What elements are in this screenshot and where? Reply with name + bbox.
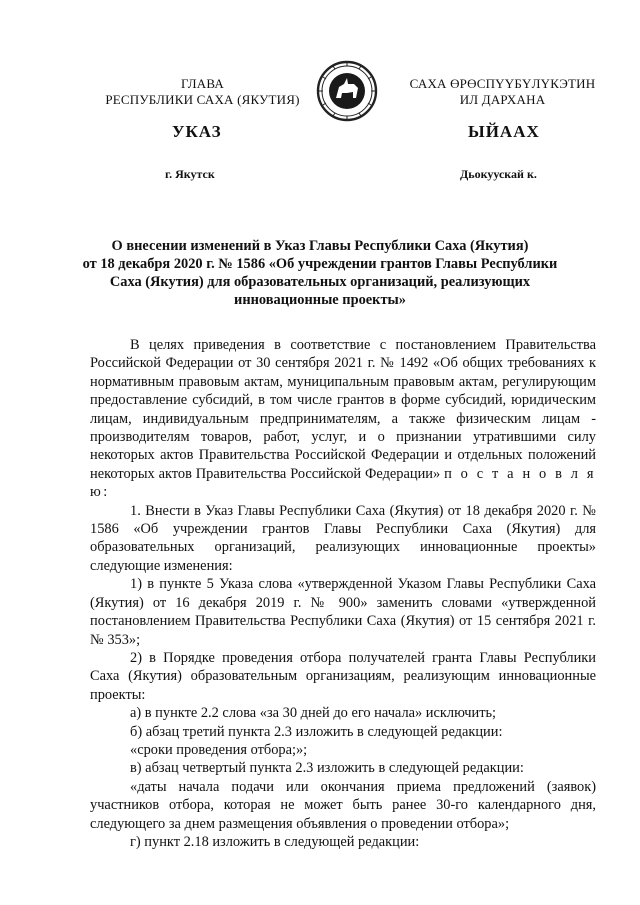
decree-title-left: УКАЗ	[172, 122, 222, 141]
title-line: О внесении изменений в Указ Главы Республики Саха (Якутия)	[111, 238, 529, 254]
coat-of-arms-icon	[314, 60, 380, 122]
issuer-left	[90, 76, 315, 108]
document-title	[80, 237, 560, 309]
issuer-right-line2: ИЛ ДАРХАНА	[459, 92, 546, 107]
preamble-text: В целях приведения в соответствие с постановлением Правительства Российской Федерации от 30 сентября 2021 г. № 1492 «Об общих требованиях к нормативным правовым актам, муниципальным правовым актам, регулирующим предоставление субсидий, в том числе грантов в форме субсидий, юридическим лицам, индивидуальным предпринимателям, а также физическим лицам - производителям товаров, работ, услуг, и о признании утратившими силу некоторых актов Правительства Российской Федерации и отдельных положений некоторых актов Правительства Российской Федерации»	[90, 337, 596, 482]
title-line: Саха (Якутия) для образовательных организаций, реализующих	[109, 274, 531, 290]
issuer-right	[395, 76, 610, 108]
preamble-paragraph	[90, 336, 596, 502]
title-line: от 18 декабря 2020 г. № 1586 «Об учреждении грантов Главы Республики	[82, 256, 558, 272]
title-line: инновационные проекты»	[234, 292, 406, 308]
paragraph-quote-c: «даты начала подачи или окончания приема предложений (заявок) участников отбора, которая не может быть ранее 30-го календарного дня, следующего за днем размещения объявления о проведении отбора»;	[90, 778, 596, 832]
resolution-word: п о с т а н о в л я ю:	[90, 465, 596, 501]
issuer-left-line2: РЕСПУБЛИКИ САХА (ЯКУТИЯ)	[105, 92, 300, 107]
paragraph-subitem-b: б) абзац третий пункта 2.3 изложить в следующей редакции:	[130, 723, 503, 740]
city-right: Дьокуускай к.	[460, 167, 537, 181]
document-body	[90, 336, 596, 851]
paragraph-subitem-2: 2) в Порядке проведения отбора получателей гранта Главы Республики Саха (Якутия) образовательным организациям, реализующим инновационные проекты:	[90, 649, 596, 703]
paragraph-subitem-d: г) пункт 2.18 изложить в следующей редакции:	[130, 833, 420, 850]
paragraph-quote-b: «сроки проведения отбора;»;	[130, 741, 308, 758]
decree-title-right: ЫЙААХ	[468, 122, 540, 141]
issuer-left-line1: ГЛАВА	[181, 76, 224, 91]
paragraph-subitem-a: а) в пункте 2.2 слова «за 30 дней до его начала» исключить;	[130, 705, 497, 722]
paragraph-item-1: 1. Внести в Указ Главы Республики Саха (Якутия) от 18 декабря 2020 г. № 1586 «Об учреждении грантов Главы Республики Саха (Якутия) для образовательных организаций, реализующих инновационные проекты» следующие изменения:	[90, 502, 596, 574]
paragraph-subitem-c: в) абзац четвертый пункта 2.3 изложить в следующей редакции:	[130, 760, 524, 777]
issuer-right-line1: САХА ӨРӨСПҮҮБҮЛҮКЭТИН	[409, 76, 596, 91]
paragraph-subitem-1: 1) в пункте 5 Указа слова «утвержденной Указом Главы Республики Саха (Якутия) от 16 декабря 2019 г. № 900» заменить словами «утвержденной постановлением Правительства Республики Саха (Якутия) от 15 сентября 2021 г. № 353»;	[90, 576, 596, 648]
city-left: г. Якутск	[165, 167, 215, 181]
